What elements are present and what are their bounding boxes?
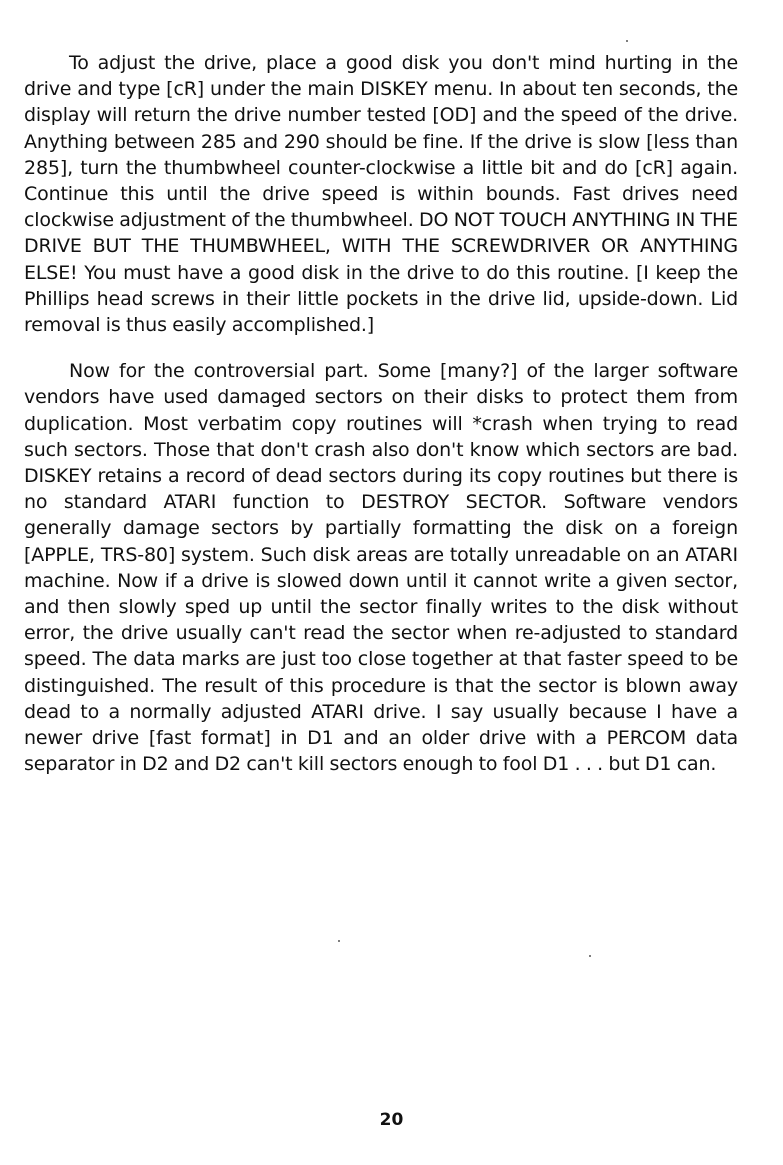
page-number: 20: [379, 1110, 404, 1130]
paragraph-controversial-part: Now for the controversial part. Some [many?] of the larger software vendors have used damaged sectors on their disks to protect them from duplication. Most verbatim copy routines will *crash when trying to read such sectors. Those that don't crash also don't know which sectors are bad. DISKEY retains a record of dead sectors during its copy routines but there is no standard ATARI function to DESTROY SECTOR. Software vendors generally damage sectors by partially formatting the disk on a foreign [APPLE, TRS-80] system. Such disk areas are totally unreadable on an ATARI machine. Now if a drive is slowed down until it cannot write a given sector, and then slowly sped up until the sector finally writes to the disk without error, the drive usually can't read the sector when re-adjusted to standard speed. The data marks are just too close together at that faster speed to be distinguished. The result of this procedure is that the sector is blown away dead to a normally adjusted ATARI drive. I say usually because I have a newer drive [fast format] in D1 and an older drive with a PERCOM data separator in D2 and D2 can't kill sectors enough to fool D1 . . . but D1 can.: [24, 360, 738, 776]
paragraph-drive-adjustment: To adjust the drive, place a good disk you don't mind hurting in the drive and type [cR] under the main DISKEY menu. In about ten seconds, the display will return the drive number tested [OD] and the speed of the drive. Anything between 285 and 290 should be fine. If the drive is slow [less than 285], turn the thumbwheel counter-clockwise a little bit and do [cR] again. Continue this until the drive speed is within bounds. Fast drives need clockwise adjustment of the thumbwheel. DO NOT TOUCH ANYTHING IN THE DRIVE BUT THE THUMBWHEEL, WITH THE SCREWDRIVER OR ANYTHING ELSE! You must have a good disk in the drive to do this routine. [I keep the Phillips head screws in their little pockets in the drive lid, upside-down. Lid removal is thus easily accomplished.]: [24, 52, 738, 337]
page-body: [24, 50, 738, 797]
scan-speck: [338, 940, 340, 942]
scan-speck: [626, 40, 628, 42]
scan-speck: [589, 955, 591, 957]
